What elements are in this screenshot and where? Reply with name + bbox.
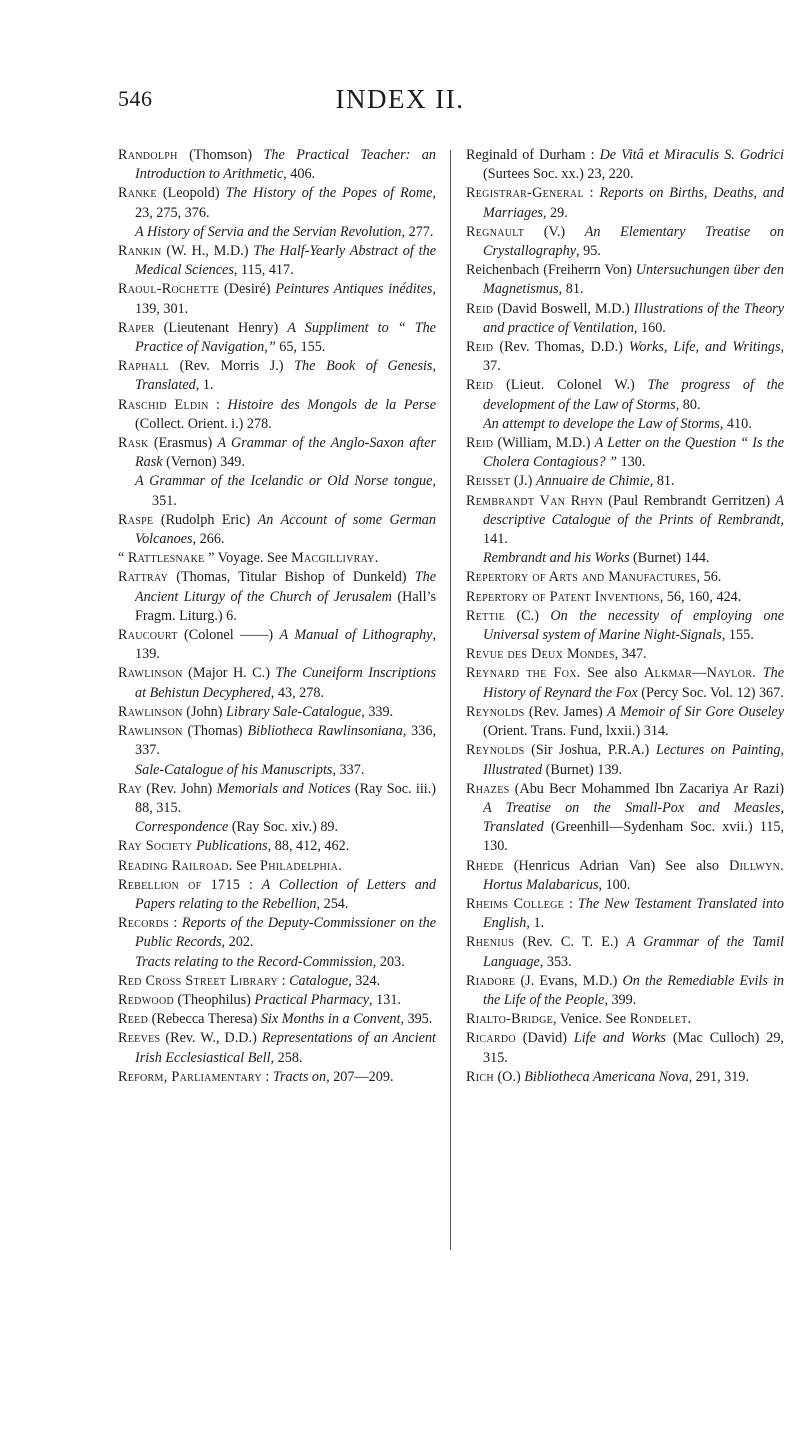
entry-title: Untersuchungen über den Magnetismus (483, 262, 784, 298)
entry-heading: Revue des Deux Mondes (466, 646, 615, 663)
entry-text: (J. Evans, M.D.) (515, 972, 623, 989)
entry-heading: Rebellion of 1715 (118, 876, 241, 893)
entry-title: Tracts on (272, 1068, 327, 1085)
entry-text: , 258. (270, 1049, 303, 1066)
entry-text: , 100. (598, 876, 631, 893)
index-entry (118, 991, 436, 1010)
entry-heading: Rich (466, 1068, 494, 1085)
entry-text: , 43, 278. (270, 684, 324, 701)
entry-text: (David) (515, 1030, 574, 1047)
entry-heading: Rondelet. (629, 1011, 692, 1028)
running-head: INDEX II. (335, 84, 465, 114)
entry-heading: Rankin (118, 243, 162, 260)
index-entry (466, 857, 784, 895)
index-subentry (466, 415, 784, 434)
entry-title: On the Remediable Evils in the Life of the People (483, 972, 784, 1008)
entry-heading: Dillwyn. (729, 857, 784, 874)
index-entry (118, 722, 436, 760)
index-entry (466, 261, 784, 299)
entry-title: De Vitâ et Miraculis S. Godrici (599, 147, 784, 163)
index-entry (118, 1029, 436, 1067)
entry-text: (Paul Rembrandt Gerritzen) (603, 492, 776, 509)
index-entry (466, 376, 784, 414)
entry-title: A Letter on the Question “ Is the Cholera Contagious? ” (483, 435, 784, 471)
entry-heading: Rhenius (466, 934, 515, 951)
index-entry (118, 568, 436, 626)
entry-text: (William, M.D.) (493, 435, 595, 452)
entry-text: , 155. (721, 627, 754, 644)
entry-text: , 88, 412, 462. (267, 838, 350, 855)
entry-title: An attempt to develope the Law of Storms (483, 415, 720, 432)
entry-text: Reichenbach (Freiherrn Von) (466, 262, 636, 279)
index-entry (466, 588, 784, 607)
index-entry (466, 568, 784, 587)
index-entry (466, 664, 784, 702)
index-entry (466, 780, 784, 857)
entry-title: Works, Life, and Writings (628, 339, 781, 356)
entry-text: (Rev. John) (141, 780, 217, 797)
entry-title: Memorials and Notices (216, 780, 351, 797)
entry-text: (Rev. Morris J.) (169, 358, 295, 375)
entry-title: On the necessity of employing one Universal system of Marine Night-Signals (483, 607, 785, 644)
entry-text: : (583, 185, 600, 202)
entry-heading: Repertory of Patent Inventions (466, 588, 660, 605)
entry-text: (O.) (493, 1068, 525, 1085)
index-entry (118, 857, 436, 876)
entry-heading: Reform, Parliamentary (118, 1068, 262, 1085)
entry-title: The Practical Teacher: an Introduction to Arithmetic (135, 147, 436, 183)
entry-heading: Randolph (118, 147, 178, 163)
entry-title: Bibliotheca Rawlinsoniana (247, 723, 403, 740)
entry-text: (Rev. C. T. E.) (514, 934, 627, 951)
entry-text: ” Voyage. See (204, 550, 292, 567)
entry-text: , 399. (604, 991, 637, 1008)
index-entry (118, 837, 436, 856)
entry-heading: Rhede (466, 857, 504, 874)
entry-heading: Rialto-Bridge (466, 1011, 553, 1028)
index-entry (466, 607, 784, 645)
entry-text: 65, 155. (275, 339, 326, 356)
entry-text: , 56. (696, 569, 722, 586)
entry-title: A descriptive Catalogue of the Prints of Rembrandt (483, 492, 784, 528)
entry-title: Sale-Catalogue of his Manuscripts (135, 761, 333, 778)
index-entry (118, 319, 436, 357)
entry-text: (Sir Joshua, P.R.A.) (524, 742, 656, 759)
index-entry (466, 972, 784, 1010)
entry-heading: Philadelphia. (260, 857, 343, 874)
entry-text: (Abu Becr Mohammed Ibn Zacariya Ar Razi) (509, 780, 784, 797)
entry-title: An Account of some German Volcanoes (135, 511, 436, 548)
index-subentry (118, 472, 436, 510)
entry-text: (Mac Culloch) 29, 315. (483, 1030, 784, 1066)
entry-text: See also (580, 665, 644, 682)
entry-heading: Rettie (466, 607, 506, 624)
entry-heading: Raoul-Rochette (118, 281, 220, 298)
entry-text: (V.) (524, 223, 585, 240)
entry-title: A Collection of Letters and Papers relating to the Rebellion (135, 876, 436, 912)
entry-text: (Major H. C.) (182, 665, 276, 682)
entry-text: , 139, 301. (135, 281, 436, 317)
entry-title: The History of Reynard the Fox (483, 665, 785, 701)
entry-heading: Ray Society (118, 838, 193, 855)
entry-title: A Grammar of the Icelandic or Old Norse tongue (135, 473, 433, 490)
entry-title: Tracts relating to the Record-Commission (135, 953, 373, 970)
entry-text: (Leopold) (156, 185, 226, 202)
index-entry (466, 741, 784, 779)
entry-text: , Venice. See (553, 1011, 630, 1028)
entry-title: Six Months in a Convent (260, 1011, 401, 1028)
column-rule (450, 150, 451, 1250)
entry-text: (C.) (505, 607, 551, 624)
entry-title: A Manual of Lithography (279, 627, 433, 644)
index-entry (118, 626, 436, 664)
entry-text: , 339. (361, 703, 394, 720)
entry-text: (Rev. James) (524, 703, 608, 720)
entry-heading: Rheims College (466, 895, 565, 912)
entry-title: Library Sale-Catalogue (226, 703, 362, 720)
entry-heading: Reeves (118, 1030, 161, 1047)
entry-text: , 1. (195, 377, 214, 394)
entry-text: : (240, 876, 262, 893)
index-entry (118, 280, 436, 318)
entry-title: Rembrandt and his Works (483, 550, 630, 567)
entry-text: , 291, 319. (688, 1068, 749, 1085)
entry-text: : (208, 396, 228, 413)
index-entry (118, 396, 436, 434)
entry-text: , 81. (649, 473, 675, 490)
entry-title: Illustrations of the Theory and practice of Ventilation (483, 300, 784, 336)
entry-title: Histoire des Mongols de la Perse (227, 396, 436, 413)
entry-text: , 207—209. (326, 1068, 394, 1085)
entry-text: (Thomas) (182, 723, 248, 740)
entry-text: (Erasmus) (148, 435, 218, 452)
entry-heading: Raphall (118, 358, 170, 375)
entry-title: Publications (195, 838, 268, 855)
index-subentry (118, 818, 436, 837)
index-entry (466, 184, 784, 222)
entry-heading: Rembrandt Van Rhyn (466, 492, 604, 509)
entry-heading: Reynard the Fox. (466, 665, 581, 682)
entry-text: (Lieutenant Henry) (154, 319, 288, 336)
index-entry (118, 242, 436, 280)
entry-heading: Reynolds (466, 742, 525, 759)
index-entry (118, 1068, 436, 1087)
entry-heading: Reid (466, 435, 494, 452)
entry-title: Hortus Malabaricus (483, 876, 599, 893)
entry-text: See (232, 857, 261, 874)
entry-title: The History of the Popes of Rome (225, 185, 433, 202)
entry-title: A Grammar of the Tamil Language (483, 934, 784, 970)
entry-title: Peintures Antiques inédites (275, 281, 433, 298)
entry-heading: Reed (118, 1011, 149, 1028)
entry-text: , 266. (192, 531, 225, 548)
entry-text: (Burnet) 139. (542, 761, 623, 778)
entry-heading: Reid (466, 377, 494, 394)
entry-text: (David Boswell, M.D.) (493, 300, 634, 317)
entry-text: (John) (182, 703, 227, 720)
entry-heading: Reid (466, 339, 494, 356)
index-subentry (118, 761, 436, 780)
entry-heading: Redwood (118, 991, 174, 1008)
entry-title: Annuaire de Chimie (535, 473, 650, 490)
entry-text: (Greenhill—Sydenham Soc. xvii.) 115, 130. (483, 819, 784, 855)
entry-text: 130. (617, 454, 646, 471)
entry-heading: Raschid Eldin (118, 396, 209, 413)
entry-text: (Ray Soc. iii.) 88, 315. (135, 780, 436, 816)
entry-heading: Reading Railroad. (118, 857, 233, 874)
entry-heading: Raucourt (118, 627, 178, 644)
index-entry (466, 146, 784, 184)
entry-text: , 410. (719, 415, 752, 432)
entry-title: The progress of the development of the Law of Storms (483, 377, 784, 413)
entry-text: , 202. (221, 934, 254, 951)
entry-text: (Surtees Soc. xx.) 23, 220. (483, 166, 634, 183)
index-entry (466, 703, 784, 741)
entry-text: , 160. (633, 319, 666, 336)
entry-title: Lectures on Painting, Illustrated (483, 742, 785, 778)
entry-text: (Hall’s Fragm. Liturg.) 6. (135, 588, 436, 624)
index-entry (466, 223, 784, 261)
entry-text: , 203. (372, 953, 405, 970)
entry-text: : (278, 972, 290, 989)
entry-title: Bibliotheca Americana Nova (524, 1068, 689, 1085)
entry-text: (Henricus Adrian Van) See also (503, 857, 730, 874)
entry-heading: Rattlesnake (127, 550, 205, 567)
index-entry (466, 1068, 784, 1087)
entry-title: A Memoir of Sir Gore Ouseley (607, 703, 785, 720)
entry-title: Practical Pharmacy (254, 991, 370, 1008)
entry-text: , 29. (542, 204, 568, 221)
entry-text: (Percy Soc. Vol. 12) 367. (637, 684, 784, 701)
entry-text: , 353. (539, 953, 572, 970)
index-entry (118, 434, 436, 472)
entry-heading: Red Cross Street Library (118, 972, 279, 989)
index-entry (118, 511, 436, 549)
entry-text: , 347. (614, 646, 647, 663)
index-subentry (118, 223, 436, 242)
entry-text: , 395. (400, 1011, 433, 1028)
entry-text: , 23, 275, 376. (135, 185, 436, 221)
entry-text: , 141. (483, 511, 784, 548)
index-entry (466, 1029, 784, 1067)
entry-heading: Rask (118, 435, 149, 452)
entry-text: (Desiré) (219, 281, 276, 298)
entry-text: , 336, 337. (135, 723, 436, 759)
index-entry (466, 338, 784, 376)
entry-title: The Half-Yearly Abstract of the Medical Sciences (135, 243, 436, 279)
entry-heading: Reid (466, 300, 494, 317)
entry-text: , 1. (526, 915, 545, 932)
index-entry (466, 492, 784, 550)
entry-title: Life and Works (573, 1030, 666, 1047)
entry-text: (Orient. Trans. Fund, lxxii.) 314. (483, 723, 669, 740)
index-entry (466, 472, 784, 491)
index-entry (118, 876, 436, 914)
index-entry (466, 1010, 784, 1029)
entry-text: (Rudolph Eric) (153, 511, 258, 528)
index-entry (118, 914, 436, 952)
entry-text: , 277. (401, 223, 434, 240)
entry-text: (Collect. Orient. i.) 278. (135, 415, 272, 432)
entry-text: (Rev. Thomas, D.D.) (493, 339, 629, 356)
entry-text: , 81. (558, 281, 584, 298)
entry-title: A Treatise on the Small-Pox and Measles, Translated (483, 799, 784, 836)
entry-heading: Alkmar—Naylor. (643, 665, 757, 682)
entry-text: (Thomas, Titular Bishop of Dunkeld) (168, 569, 415, 586)
index-entry (466, 933, 784, 971)
entry-text: “ (118, 550, 128, 567)
entry-heading: Records (118, 915, 170, 932)
entry-text (756, 665, 763, 681)
entry-title: Representations of an Ancient Irish Ecclesiastical Bell (135, 1030, 436, 1066)
index-entry (466, 434, 784, 472)
entry-heading: Ray (118, 780, 142, 797)
index-entry (118, 549, 436, 568)
index-entry (118, 703, 436, 722)
index-entry (466, 300, 784, 338)
entry-heading: Reisset (466, 473, 511, 490)
entry-text: Reginald of Durham : (466, 147, 600, 163)
entry-text: (Lieut. Colonel W.) (493, 377, 648, 394)
entry-title: Correspondence (135, 819, 229, 836)
entry-text: , 406. (283, 166, 316, 183)
index-entry (118, 972, 436, 991)
entry-text: , 131. (369, 991, 401, 1008)
entry-title: An Elementary Treatise on Crystallography (483, 223, 784, 260)
entry-text: , 139. (135, 627, 436, 663)
entry-text: , 80. (675, 396, 701, 413)
entry-title: A Grammar of the Anglo-Saxon after Rask (135, 435, 437, 471)
entry-heading: Rhazes (466, 780, 510, 797)
entry-text: (Colonel ——) (177, 627, 280, 644)
entry-text: : (261, 1068, 273, 1085)
index-subentry (118, 953, 436, 972)
entry-heading: Raper (118, 319, 155, 336)
entry-text: (J.) (510, 473, 536, 490)
entry-text: (Rebecca Theresa) (148, 1011, 261, 1028)
index-entry (118, 184, 436, 222)
entry-text: (Ray Soc. xiv.) 89. (228, 819, 339, 836)
index-entry (118, 780, 436, 818)
index-entry (466, 895, 784, 933)
entry-heading: Rattray (118, 569, 169, 586)
index-entry (118, 664, 436, 702)
entry-heading: Macgillivray. (291, 550, 379, 567)
entry-text: , 351. (152, 473, 436, 509)
entry-title: The Cuneiform Inscriptions at Behistun Decyphered (135, 665, 436, 701)
entry-title: The Ancient Liturgy of the Church of Jerusalem (135, 569, 436, 605)
left-column (118, 146, 436, 1087)
entry-text: , 324. (348, 972, 381, 989)
entry-heading: Rawlinson (118, 723, 183, 740)
entry-heading: Rawlinson (118, 665, 183, 682)
entry-heading: Ranke (118, 185, 157, 202)
entry-text: (Burnet) 144. (629, 550, 710, 567)
entry-text: , 337. (332, 761, 365, 778)
entry-text: : (169, 915, 182, 932)
entry-title: The Book of Genesis, Translated (135, 358, 436, 394)
entry-heading: Raspe (118, 511, 154, 528)
entry-text: (Vernon) 349. (162, 454, 245, 471)
entry-heading: Ricardo (466, 1030, 516, 1047)
entry-heading: Riadore (466, 972, 516, 989)
entry-title: Reports of the Deputy-Commissioner on the Public Records (135, 915, 436, 951)
entry-text: (Thomson) (177, 147, 264, 163)
entry-text: (Theophilus) (174, 991, 255, 1008)
index-entry (466, 645, 784, 664)
entry-text: (W. H., M.D.) (161, 243, 254, 260)
index-entry (118, 357, 436, 395)
entry-text: (Rev. W., D.D.) (160, 1030, 262, 1047)
entry-title: Catalogue (289, 972, 349, 989)
right-column (466, 146, 784, 1087)
index-subentry (466, 549, 784, 568)
entry-title: A History of Servia and the Servian Revolution (135, 223, 402, 240)
entry-text: , 56, 160, 424. (659, 588, 742, 605)
entry-text: : (564, 895, 578, 912)
index-entry (118, 146, 436, 184)
entry-text: , 95. (576, 243, 601, 260)
entry-text: , 37. (483, 339, 785, 375)
entry-heading: Registrar-General (466, 185, 584, 202)
entry-title: A Suppliment to “ The Practice of Navigation,” (135, 319, 436, 356)
index-entry (118, 1010, 436, 1029)
entry-title: Reports on Births, Deaths, and Marriages (483, 185, 784, 221)
page-number: 546 (118, 86, 153, 111)
entry-heading: Regnault (466, 223, 525, 240)
entry-text: , 254. (316, 895, 349, 912)
entry-heading: Reynolds (466, 703, 525, 720)
entry-text: , 115, 417. (233, 262, 294, 279)
entry-title: The New Testament Translated into English (483, 895, 784, 932)
entry-heading: Rawlinson (118, 703, 183, 720)
entry-heading: Repertory of Arts and Manufactures (466, 569, 697, 586)
